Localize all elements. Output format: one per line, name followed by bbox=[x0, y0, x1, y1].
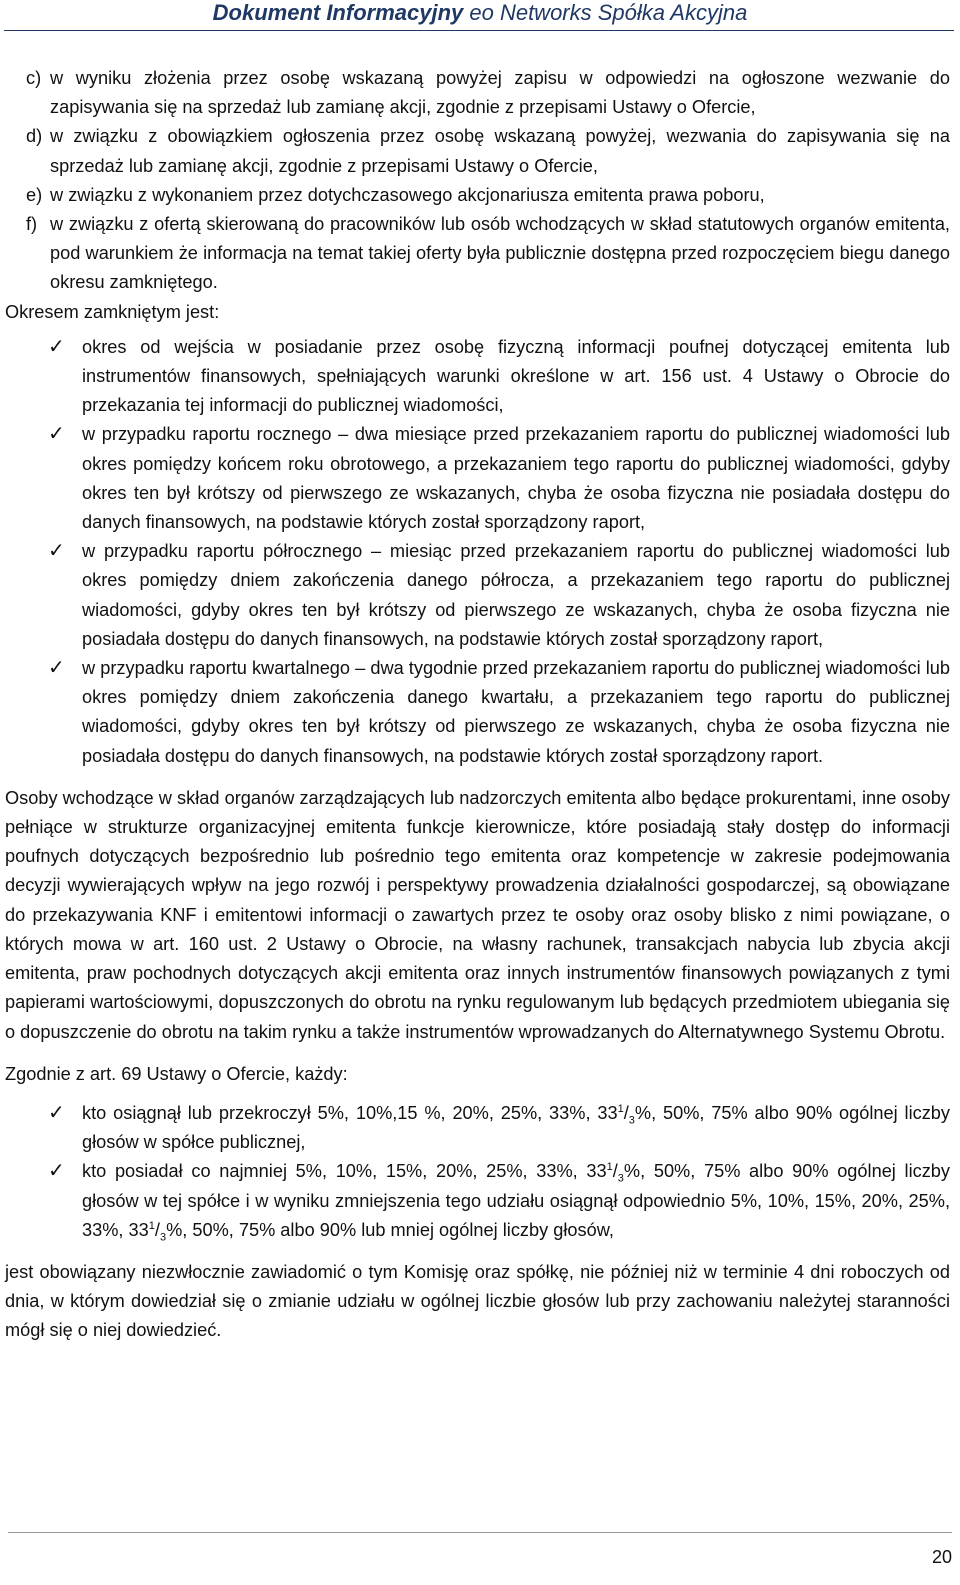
footer-divider bbox=[8, 1532, 952, 1533]
list-item bbox=[5, 537, 950, 654]
list-item bbox=[5, 64, 950, 122]
check-icon: ✓ bbox=[48, 1160, 65, 1183]
page-header bbox=[0, 0, 960, 42]
closed-period-list bbox=[5, 333, 950, 771]
list-item bbox=[5, 333, 950, 421]
list-item-text: w przypadku raportu półrocznego – miesiąc przed przekazaniem raportu do publicznej wiadomości lub okres pomiędzy dniem zakończenia danego półrocza, a przekazaniem tego raportu do publicznej wiadomości, gdyby okres ten był krótszy od pierwszego ze wskazanych, chyba że osoba fizyczna nie posiadała dostępu do danych finansowych, na podstawie których został sporządzony raport, bbox=[82, 541, 950, 649]
list-marker: f) bbox=[26, 214, 38, 235]
list-item bbox=[5, 1099, 950, 1157]
header-divider bbox=[4, 30, 954, 31]
check-icon: ✓ bbox=[48, 423, 65, 446]
art69-list bbox=[5, 1099, 950, 1245]
check-icon: ✓ bbox=[48, 1101, 65, 1124]
list-item bbox=[5, 181, 950, 210]
notification-paragraph: jest obowiązany niezwłocznie zawiadomić o tym Komisję oraz spółkę, nie później niż w terminie 4 dni roboczych od dnia, w którym dowiedział się o zmianie udziału w ogólnej liczbie głosów lub przy zachowaniu należytej staranności mógł się o niej dowiedzieć. bbox=[5, 1261, 950, 1341]
list-item bbox=[5, 210, 950, 298]
check-icon: ✓ bbox=[48, 657, 65, 680]
list-item-text: w związku z wykonaniem przez dotychczasowego akcjonariusza emitenta prawa poboru, bbox=[50, 184, 765, 205]
insider-obligations-paragraph: Osoby wchodzące w skład organów zarządzających lub nadzorczych emitenta albo będące prokurentami, inne osoby pełniące w strukturze organizacyjnej emitenta funkcje kierownicze, które posiadają stały dostęp do informacji poufnych dotyczących bezpośrednio lub pośrednio tego emitenta oraz kompetencje w zakresie podejmowania decyzji wywierających wpływ na jego rozwój i perspektywy prowadzenia działalności gospodarczej, są obowiązane do przekazywania KNF i emitentowi informacji o zawartych przez te osoby oraz osoby blisko z nimi powiązane, o których mowa w art. 160 ust. 2 Ustawy o Obrocie, na własny rachunek, transakcjach nabycia lub zbycia akcji emitenta, praw pochodnych dotyczących akcji emitenta oraz innych instrumentów finansowych powiązanych z tymi papierami wartościowymi, dopuszczonych do obrotu na rynku regulowanym lub będących przedmiotem ubiegania się o dopuszczenie do obrotu na takim rynku a także instrumentów wprowadzanych do Alternatywnego Systemu Obrotu. bbox=[5, 787, 950, 1042]
document-body bbox=[5, 64, 950, 1346]
list-item bbox=[5, 654, 950, 771]
closed-period-label: Okresem zamkniętym jest: bbox=[5, 301, 220, 322]
header-title-rest: eo Networks Spółka Akcyjna bbox=[463, 0, 748, 25]
list-item-text: okres od wejścia w posiadanie przez osobę fizyczną informacji poufnej dotyczącej emitenta lub instrumentów finansowych, spełniających warunki określone w art. 156 ust. 4 Ustawy o Obrocie do przekazania tej informacji do publicznej wiadomości, bbox=[82, 336, 950, 416]
check-icon: ✓ bbox=[48, 335, 65, 358]
list-item-text: w związku z obowiązkiem ogłoszenia przez osobę wskazaną powyżej, wezwania do zapisywania się na sprzedaż lub zamianę akcji, zgodnie z przepisami Ustawy o Ofercie, bbox=[50, 126, 950, 176]
list-marker: c) bbox=[26, 68, 42, 88]
page-number: 20 bbox=[931, 1547, 952, 1567]
list-marker: e) bbox=[26, 184, 43, 205]
art69-label: Zgodnie z art. 69 Ustawy o Ofercie, każdy: bbox=[5, 1063, 348, 1084]
list-item bbox=[5, 122, 950, 180]
list-marker: d) bbox=[26, 126, 43, 147]
check-icon: ✓ bbox=[48, 540, 65, 563]
list-item-text: w przypadku raportu kwartalnego – dwa tygodnie przed przekazaniem raportu do publicznej wiadomości lub okres pomiędzy dniem zakończenia danego kwartału, a przekazaniem tego raportu do publicznej wiadomości, gdyby okres ten był krótszy od pierwszego ze wskazanych, chyba że osoba fizyczna nie posiadała dostępu do danych finansowych, na podstawie których został sporządzony raport. bbox=[82, 658, 950, 766]
list-item-text: kto posiadał co najmniej 5%, 10%, 15%, 20%, 25%, 33%, $33^1/_3\%$, 50%, 75% albo 90% ogólnej liczby głosów w tej spółce i w wyniku zmniejszenia tego udziału osiągnął odpowiednio 5%, 10%, 15%, 20%, 25%, 33%, $33^1/_3\%$, 50%, 75% albo 90% lub mniej ogólnej liczby głosów, bbox=[82, 1161, 951, 1244]
list-item bbox=[5, 420, 950, 537]
list-item-text: w wyniku złożenia przez osobę wskazaną powyżej zapisu w odpowiedzi na ogłoszone wezwanie do zapisywania się na sprzedaż lub zamianę akcji, zgodnie z przepisami Ustawy o Ofercie, bbox=[50, 68, 950, 118]
list-item-text: kto osiągnął lub przekroczył 5%, 10%,15 %, 20%, 25%, 33%, $33^1/_3\%$, 50%, 75% albo 90% ogólnej liczby głosów w spółce publicznej, bbox=[82, 1102, 951, 1153]
list-item bbox=[5, 1157, 950, 1245]
list-item-text: w związku z ofertą skierowaną do pracowników lub osób wchodzących w skład statutowych organów emitenta, pod warunkiem że informacja na temat takiej oferty była publicznie dostępna przed rozpoczęciem biegu danego okresu zamkniętego. bbox=[50, 214, 950, 293]
header-title-bold: Dokument Informacyjny bbox=[212, 0, 464, 25]
list-item-text: w przypadku raportu rocznego – dwa miesiące przed przekazaniem raportu do publicznej wiadomości lub okres pomiędzy końcem roku obrotowego, a przekazaniem tego raportu do publicznej wiadomości, gdyby okres ten był krótszy od pierwszego ze wskazanych, chyba że osoba fizyczna nie posiadała dostępu do danych finansowych, na podstawie których został sporządzony raport, bbox=[82, 424, 950, 533]
